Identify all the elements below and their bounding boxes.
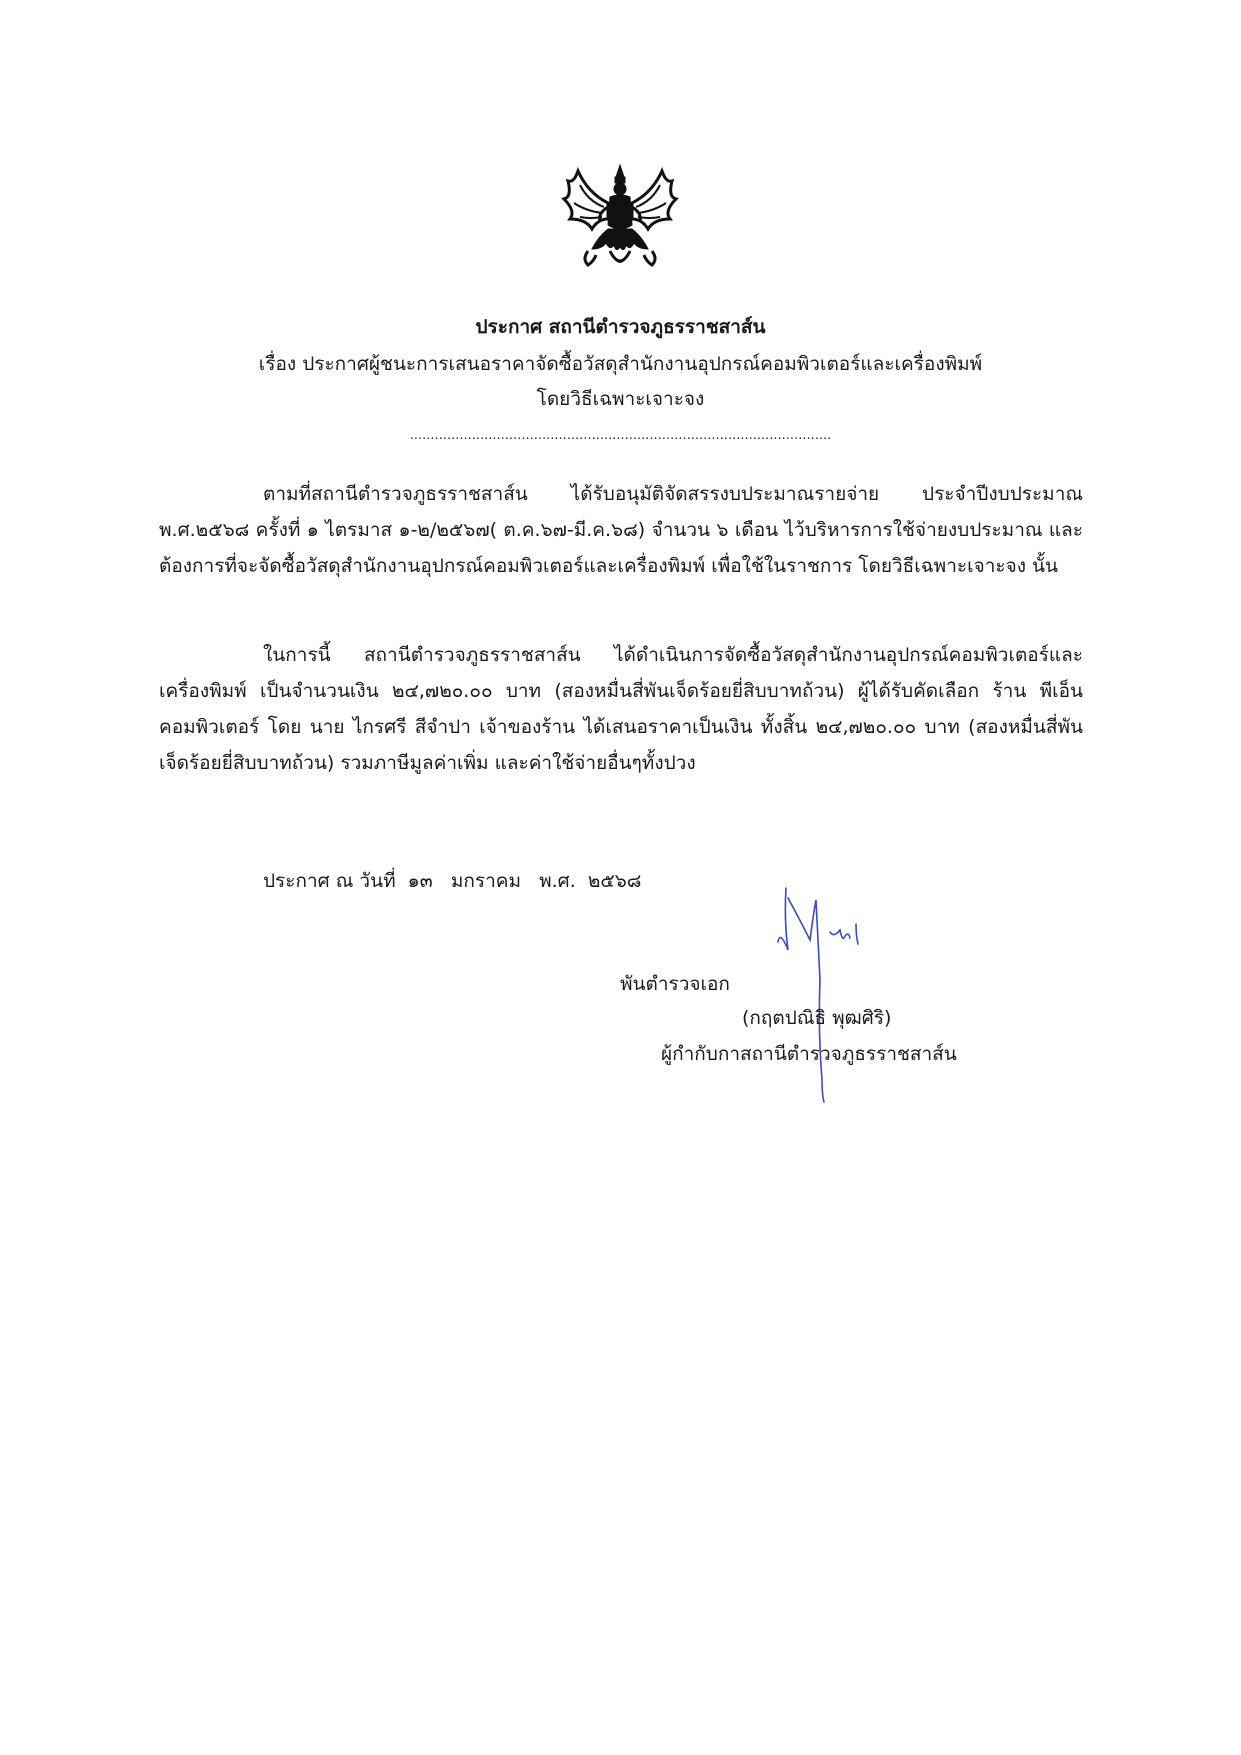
signatory-position: ผู้กำกับกาสถานีตำรวจภูธรราชสาส์น bbox=[661, 1043, 957, 1065]
signatory-name: (กฤตปณิธิ พุฒศิริ) bbox=[742, 1007, 892, 1029]
announcement-date: ประกาศ ณ วันที่ ๑๓ มกราคม พ.ศ. ๒๕๖๘ bbox=[263, 870, 642, 892]
body-paragraph-1: ตามที่สถานีตำรวจภูธรราชสาส์น ได้รับอนุมัติจัดสรรงบประมาณรายจ่าย ประจำปีงบประมาณ พ.ศ.๒๕๖๘ ครั้งที่ ๑ ไตรมาส ๑-๒/๒๕๖๗( ต.ค.๖๗-มี.ค.๖๘) จำนวน ๖ เดือน ไว้บริหารการใช้จ่ายงบประมาณ และต้องการที่จะจัดซื้อวัสดุสำนักงานอุปกรณ์คอมพิวเตอร์และเครื่องพิมพ์ เพื่อใช้ในราชการ โดยวิธีเฉพาะเจาะจง นั้น bbox=[159, 483, 1083, 577]
body-paragraph-2: ในการนี้ สถานีตำรวจภูธรราชสาส์น ได้ดำเนินการจัดซื้อวัสดุสำนักงานอุปกรณ์คอมพิวเตอร์และเครื่องพิมพ์ เป็นจำนวนเงิน ๒๔,๗๒๐.๐๐ บาท (สองหมื่นสี่พันเจ็ดร้อยยี่สิบบาทถ้วน) ผู้ได้รับคัดเลือก ร้าน พีเอ็น คอมพิวเตอร์ โดย นาย ไกรศรี สีจำปา เจ้าของร้าน ได้เสนอราคาเป็นเงิน ทั้งสิ้น ๒๔,๗๒๐.๐๐ บาท (สองหมื่นสี่พันเจ็ดร้อยยี่สิบบาทถ้วน) รวมภาษีมูลค่าเพิ่ม และค่าใช้จ่ายอื่นๆทั้งปวง bbox=[159, 644, 1083, 774]
garuda-emblem-icon bbox=[558, 163, 682, 273]
separator-dots: ...................................................................................................... bbox=[409, 428, 832, 443]
announcement-subject: เรื่อง ประกาศผู้ชนะการเสนอราคาจัดซื้อวัสดุสำนักงานอุปกรณ์คอมพิวเตอร์และเครื่องพิมพ์ bbox=[258, 353, 983, 375]
announcement-title: ประกาศ สถานีตำรวจภูธรราชสาส์น bbox=[475, 316, 766, 338]
handwritten-signature bbox=[770, 880, 880, 1110]
procurement-method: โดยวิธีเฉพาะเจาะจง bbox=[536, 388, 705, 410]
signatory-rank: พันตำรวจเอก bbox=[620, 973, 730, 995]
